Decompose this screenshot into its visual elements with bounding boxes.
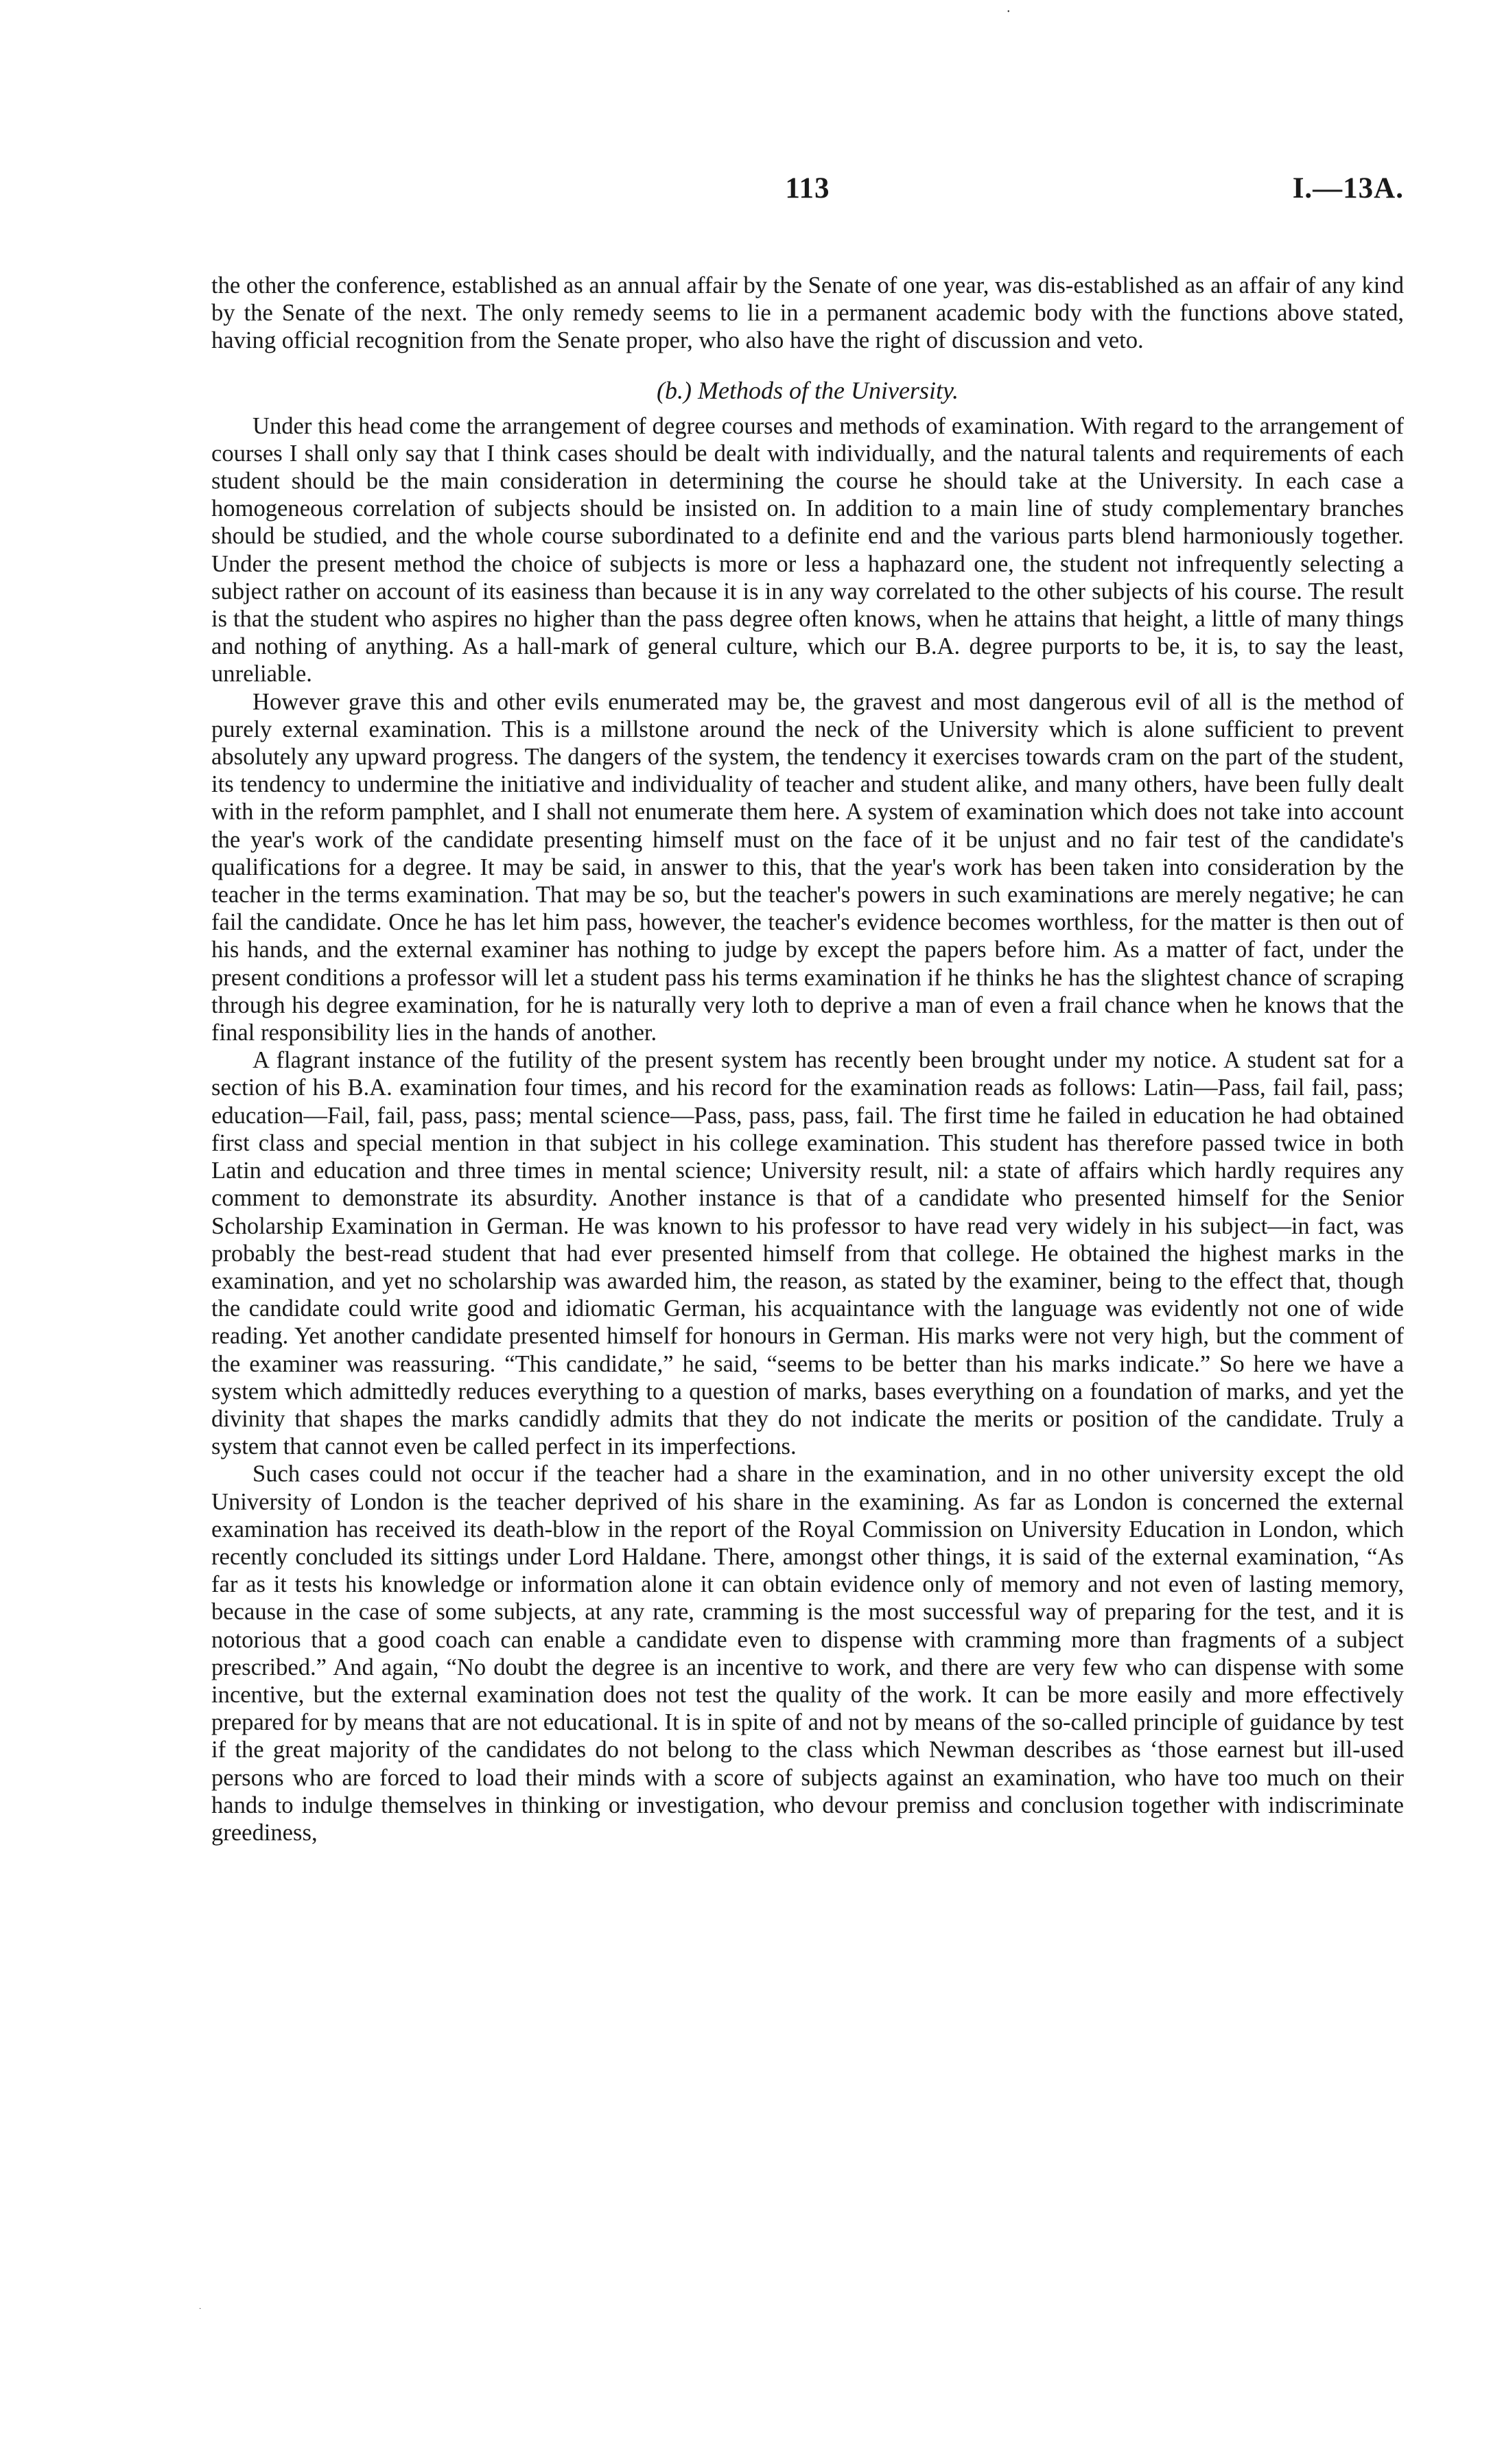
intro-paragraph: the other the conference, established as an annual affair by the Senate of one year, was dis-established as an affair of any kind by the Senate of the next. The only remedy seems to lie in a permanent academic body with the functions above stated, having official recognition from the Senate proper, who also have the right of discussion and veto. (211, 272, 1404, 354)
document-page (211, 172, 1404, 1846)
paragraph-london-commission: Such cases could not occur if the teacher had a share in the examination, and in no other university except the old University of London is the teacher deprived of his share in the examining. As far as London is concerned the external examination has received its death-blow in the report of the Royal Commission on University Education in London, which recently concluded its sittings under Lord Haldane. There, amongst other things, it is said of the external examination, “As far as it tests his knowledge or information alone it can obtain evidence only of memory and not even of lasting memory, because in the case of some subjects, at any rate, cramming is the most successful way of preparing for the test, and it is notorious that a good coach can enable a candidate even to dispense with cramming more than fragments of a subject prescribed.” And again, “No doubt the degree is an incentive to work, and there are very few who can dispense with some incentive, but the external examination does not test the quality of the work. It can be more easily and more effectively prepared for by means that are not educational. It is in spite of and not by means of the so-called principle of guidance by test if the great majority of the candidates do not belong to the class which Newman describes as ‘those earnest but ill-used persons who are forced to load their minds with a score of subjects against an examination, who have too much on their hands to indulge themselves in thinking or investigation, who devour premiss and conclusion together with indiscriminate greediness, (211, 1461, 1404, 1846)
paragraph-flagrant-instance: A flagrant instance of the futility of the present system has recently been brought under my notice. A student sat for a section of his B.A. examination four times, and his record for the examination reads as follows: Latin—Pass, fail fail, pass; education—Fail, fail, pass, pass; mental science—Pass, pass, pass, fail. The first time he failed in education he had obtained first class and special mention in that subject in his college examination. This student has therefore passed twice in both Latin and education and three times in mental science; University result, nil: a state of affairs which hardly requires any comment to demonstrate its absurdity. Another instance is that of a candidate who presented himself for the Senior Scholarship Examination in German. He was known to his professor to have read very widely in his subject—in fact, was probably the best-read student that had ever presented himself from that college. He obtained the highest marks in the examination, and yet no scholarship was awarded him, the reason, as stated by the examiner, being to the effect that, though the candidate could write good and idiomatic German, his acquaintance with the language was evidently not one of wide reading. Yet another candidate presented himself for honours in German. His marks were not very high, but the comment of the examiner was reassuring. “This candidate,” he said, “seems to be better than his marks indicate.” So here we have a system which admittedly reduces everything to a question of marks, bases everything on a foundation of marks, and yet the divinity that shapes the marks candidly admits that they do not indicate the merits or position of the candidate. Truly a system that cannot even be called perfect in its imperfections. (211, 1047, 1404, 1460)
scan-speck-top: • (1007, 8, 1010, 16)
scan-speck-bottom: · (199, 2305, 202, 2313)
page-header (211, 172, 1404, 217)
page-number: 113 (785, 172, 830, 204)
paragraph-external-examination: However grave this and other evils enumerated may be, the gravest and most dangerous evil of all is the method of purely external examination. This is a millstone around the neck of the University which is alone sufficient to prevent absolutely any upward progress. The dangers of the system, the tendency it exercises towards cram on the part of the student, its tendency to undermine the initiative and individuality of teacher and student alike, and many others, have been fully dealt with in the reform pamphlet, and I shall not enumerate them here. A system of examination which does not take into account the year's work of the candidate presenting himself must on the face of it be unjust and no fair test of the candidate's qualifications for a degree. It may be said, in answer to this, that the year's work has been taken into consideration by the teacher in the terms examination. That may be so, but the teacher's powers in such examinations are merely negative; he can fail the candidate. Once he has let him pass, however, the teacher's evidence becomes worthless, for the matter is then out of his hands, and the external examiner has nothing to judge by except the papers before him. As a matter of fact, under the present conditions a professor will let a student pass his terms examination if he thinks he has the slightest chance of scraping through his degree examination, for he is naturally very loth to deprive a man of even a frail chance when he knows that the final responsibility lies in the hands of another. (211, 688, 1404, 1046)
document-reference: I.—13A. (1292, 172, 1404, 204)
section-heading: (b.) Methods of the University. (657, 376, 959, 404)
paragraph-arrangement-of-courses: Under this head come the arrangement of degree courses and methods of examination. With regard to the arrangement of courses I shall only say that I think cases should be dealt with individually, and the natural talents and requirements of each student should be the main consideration in determining the course he should take at the University. In each case a homogeneous correlation of subjects should be insisted on. In addition to a main line of study complementary branches should be studied, and the whole course subordinated to a definite end and the various parts blend harmoniously together. Under the present method the choice of subjects is more or less a haphazard one, the student not infrequently selecting a subject rather on account of its easiness than because it is in any way correlated to the other subjects of his course. The result is that the student who aspires no higher than the pass degree often knows, when he attains that height, a little of many things and nothing of anything. As a hall-mark of general culture, which our B.A. degree purports to be, it is, to say the least, unreliable. (211, 412, 1404, 688)
